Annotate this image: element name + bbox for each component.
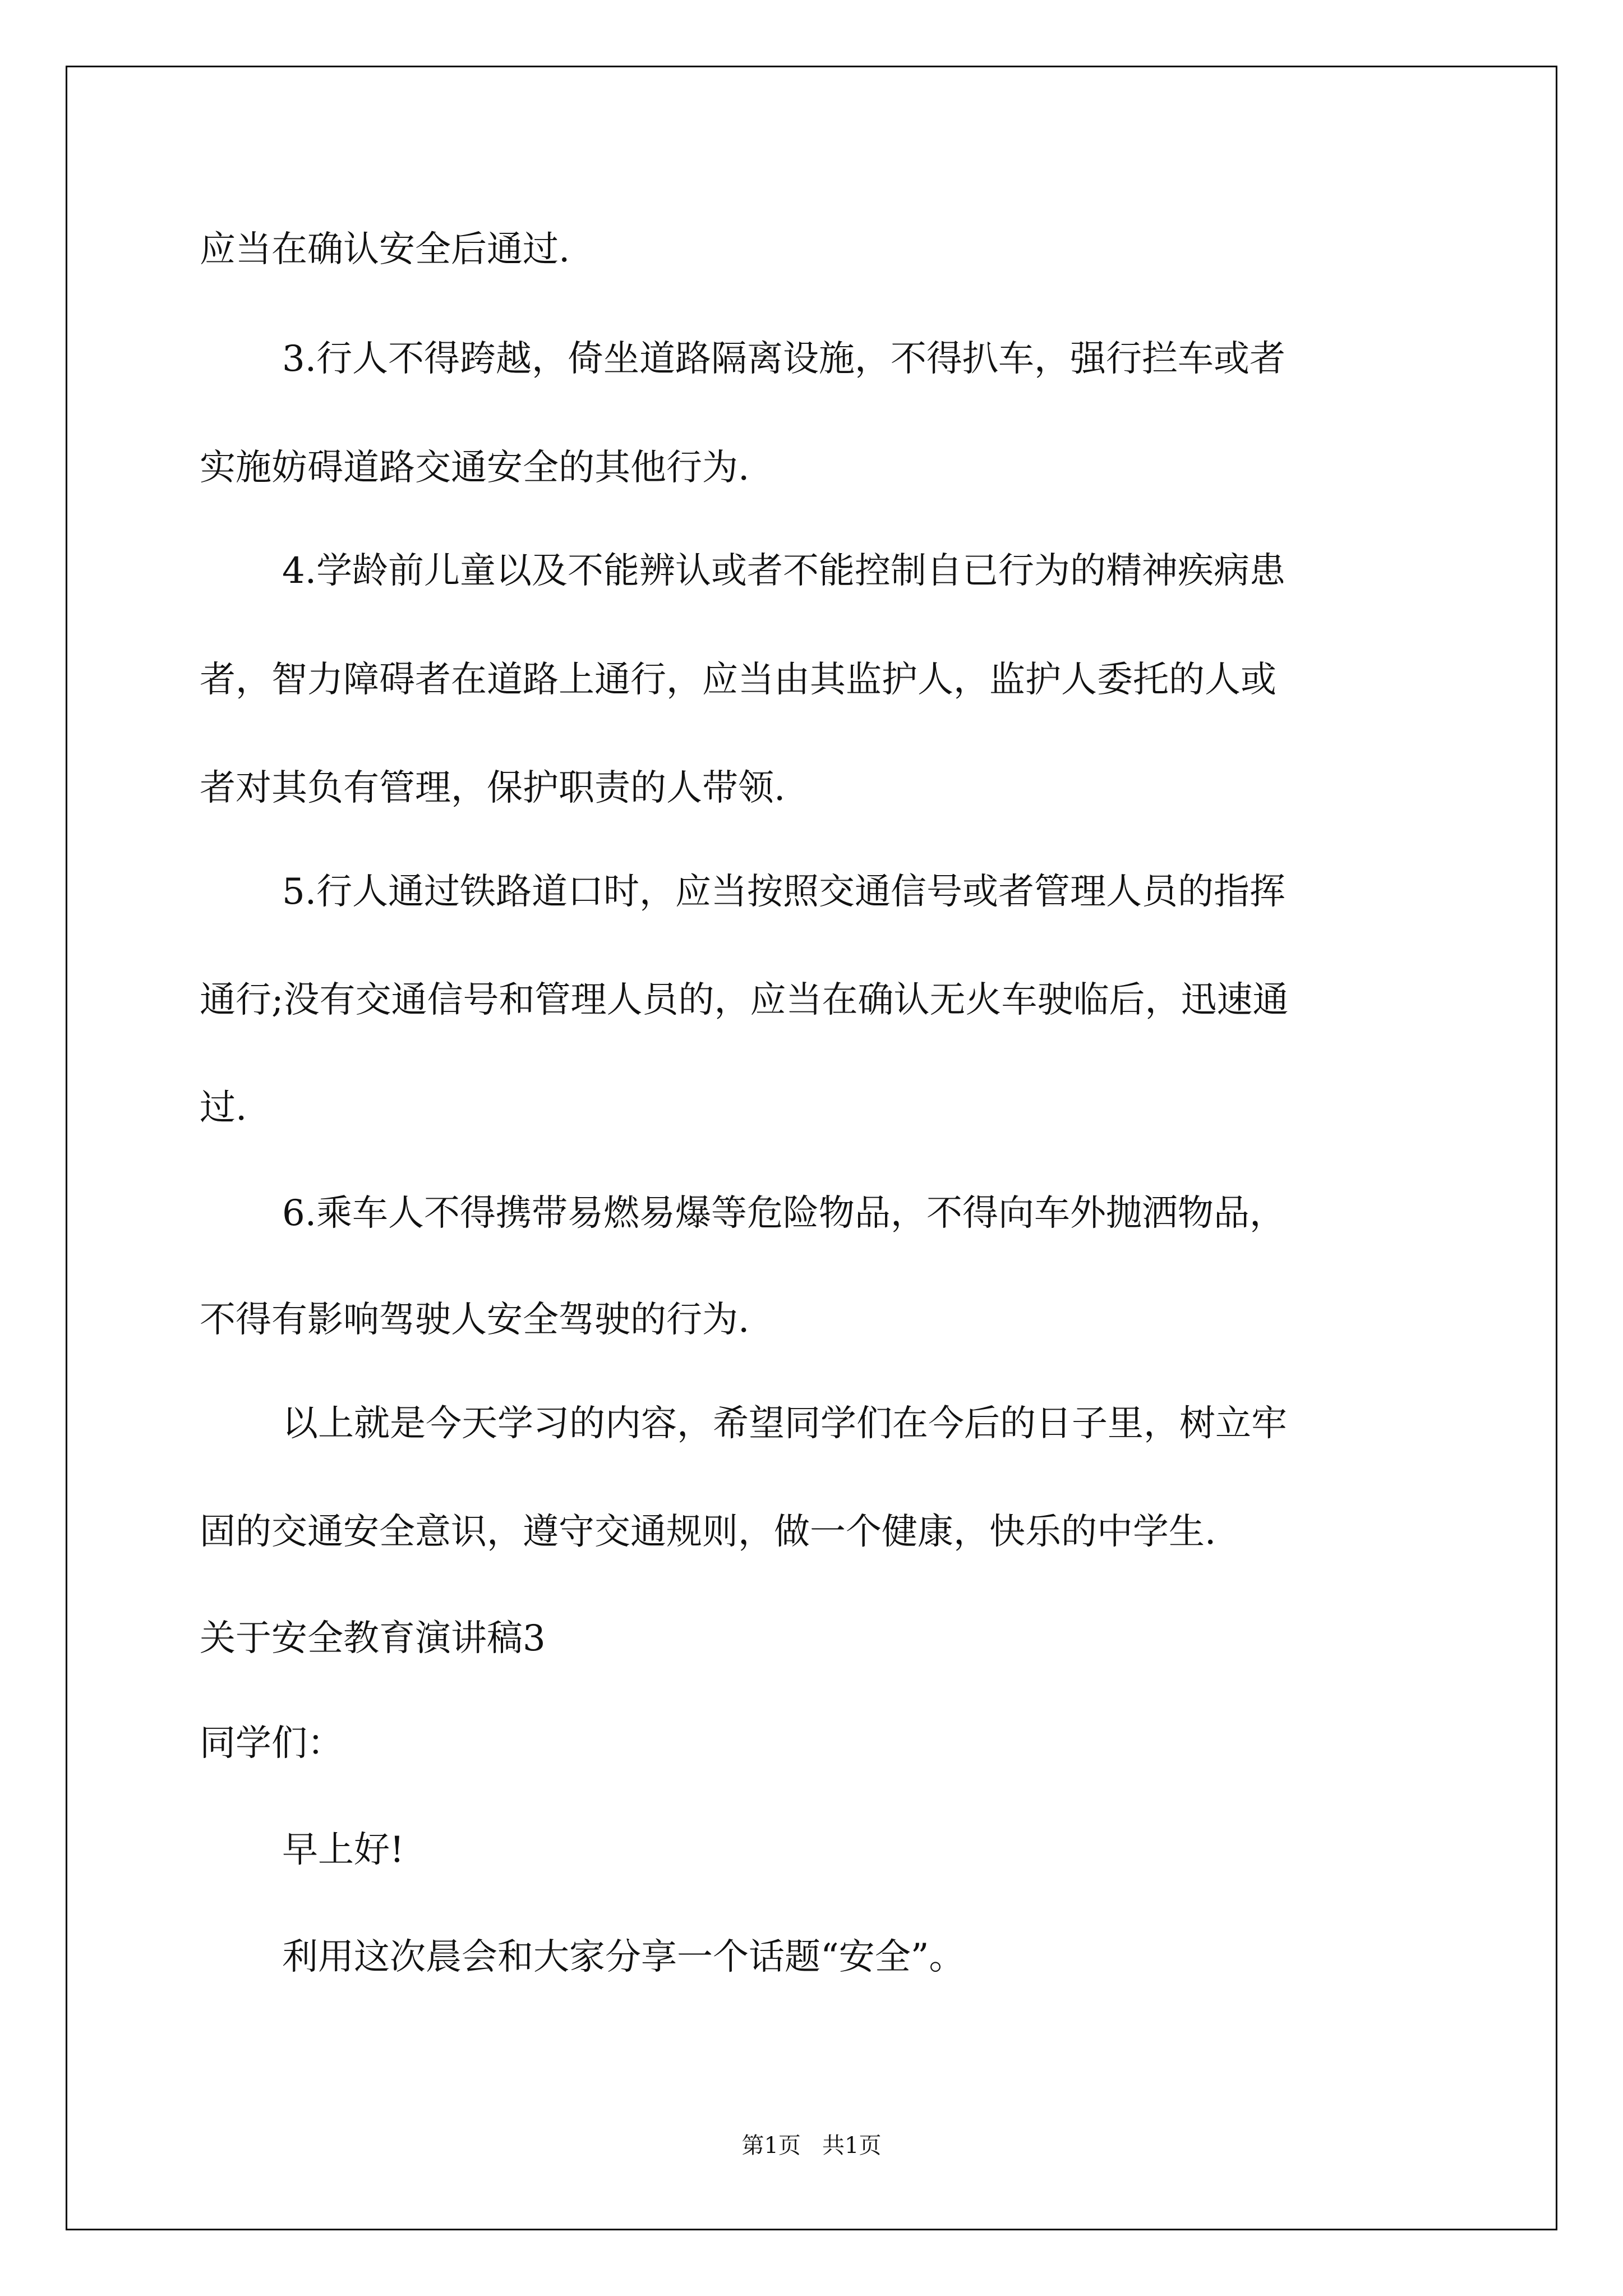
- text-line: 过.: [200, 1087, 247, 1129]
- salutation: 同学们：: [200, 1723, 343, 1764]
- text-line: 通行;没有交通信号和管理人员的，应当在确认无火车驶临后，迅速通: [200, 979, 1289, 1021]
- text-line: 者对其负有管理，保护职责的人带领.: [200, 767, 786, 809]
- text-line: 4.学龄前儿童以及不能辨认或者不能控制自已行为的精神疾病患: [282, 550, 1286, 592]
- text-line: 不得有影响驾驶人安全驾驶的行为.: [200, 1299, 750, 1341]
- page-number-footer: 第1页 共1页: [741, 2133, 882, 2159]
- text-line: 以上就是今天学习的内容，希望同学们在今后的日子里，树立牢: [282, 1403, 1287, 1444]
- text-line: 者，智力障碍者在道路上通行，应当由其监护人，监护人委托的人或: [200, 659, 1276, 701]
- text-line: 3.行人不得跨越，倚坐道路隔离设施，不得扒车，强行拦车或者: [282, 338, 1286, 380]
- text-line: 应当在确认安全后通过.: [200, 229, 570, 270]
- text-line: 实施妨碍道路交通安全的其他行为.: [200, 447, 750, 489]
- section-heading: 关于安全教育演讲稿3: [200, 1618, 546, 1659]
- text-line: 固的交通安全意识，遵守交通规则，做一个健康，快乐的中学生.: [200, 1511, 1216, 1553]
- greeting: 早上好!: [282, 1829, 404, 1871]
- text-line: 5.行人通过铁路道口时，应当按照交通信号或者管理人员的指挥: [282, 871, 1286, 913]
- text-line: 6.乘车人不得携带易燃易爆等危险物品，不得向车外抛洒物品，: [282, 1193, 1286, 1234]
- page-border: [66, 66, 1557, 2230]
- text-line: 利用这次晨会和大家分享一个话题“安全”。: [282, 1936, 965, 1978]
